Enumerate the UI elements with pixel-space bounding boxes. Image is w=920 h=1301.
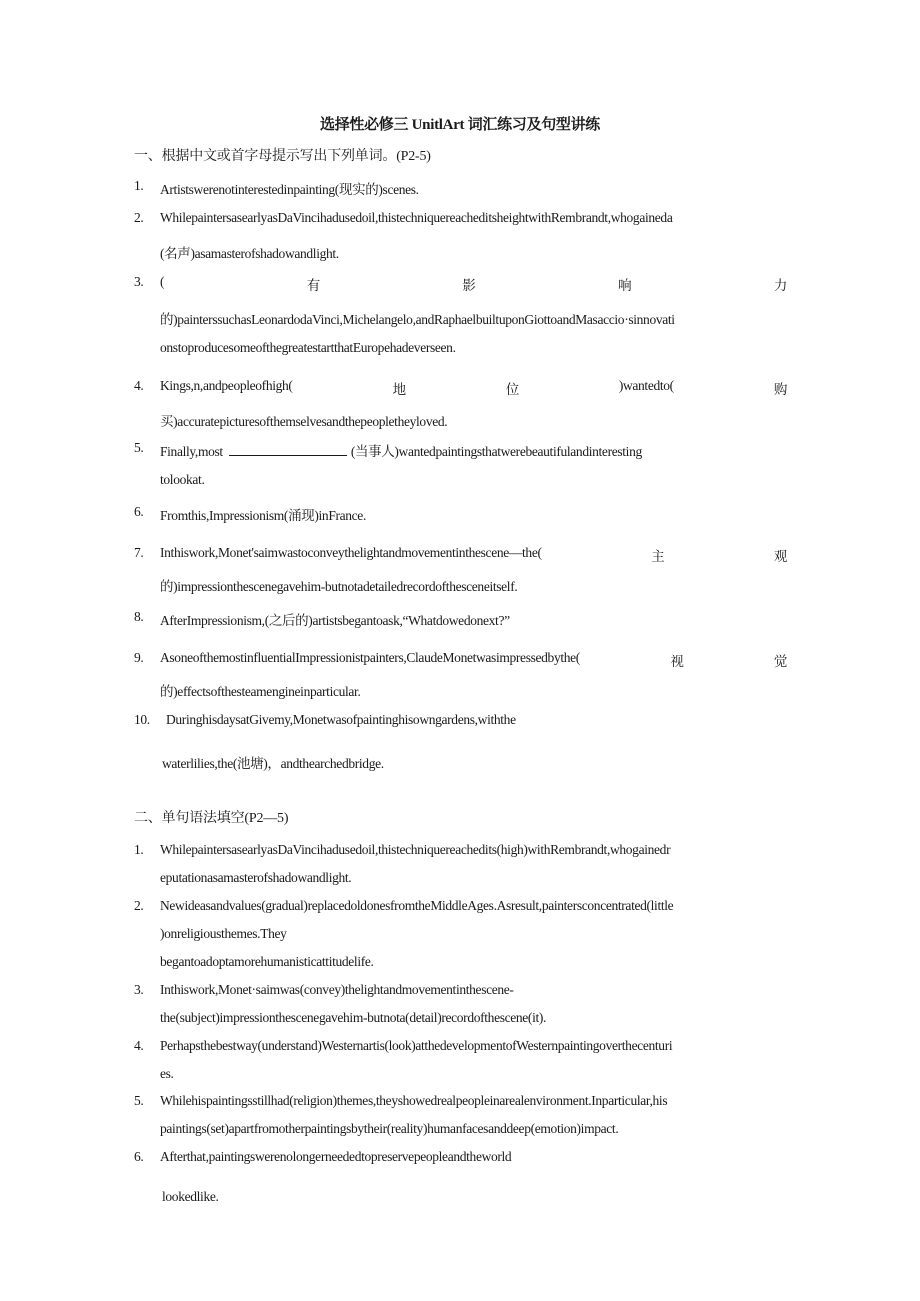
item-number: 4. bbox=[134, 378, 144, 393]
item-number: 2. bbox=[134, 898, 144, 913]
item-number: 3. bbox=[134, 274, 144, 289]
item-number: 8. bbox=[134, 609, 144, 624]
item-text: AfterImpressionism,(之后的)artistsbegantoask,“Whatdowedonext?” bbox=[160, 613, 510, 628]
word: Kings,n,andpeopleofhigh( bbox=[160, 378, 293, 393]
item-text: Perhapsthebestway(understand)Westernartis(look)atthedevelopmentofWesternpaintingoverthecenturi bbox=[160, 1038, 673, 1053]
item-text-justified bbox=[160, 650, 787, 670]
item-text-part: (当事人)wantedpaintingsthatwerebeautifulandinteresting bbox=[350, 444, 642, 459]
item-number: 5. bbox=[134, 1093, 144, 1108]
item-text: DuringhisdaysatGivemy,Monetwasofpaintinghisowngardens,withthe bbox=[166, 712, 516, 727]
page-title: 选择性必修三 UnitlArt 词汇练习及句型讲练 bbox=[320, 117, 600, 133]
item-text-justified bbox=[160, 545, 787, 565]
word: 觉 bbox=[773, 654, 787, 669]
word: 视 bbox=[670, 654, 684, 669]
item-text-cont: waterlilies,the(池塘)，andthearchedbridge. bbox=[162, 756, 384, 771]
item-number: 1. bbox=[134, 842, 144, 857]
item-number: 9. bbox=[134, 650, 144, 665]
item-text: Whilehispaintingsstillhad(religion)themes,theyshowedrealpeopleinarealenvironment.Inparticular,his bbox=[160, 1093, 668, 1108]
item-text-justified bbox=[160, 378, 787, 398]
word: 位 bbox=[505, 382, 519, 397]
word: 主 bbox=[651, 549, 665, 564]
item-text-justified bbox=[160, 274, 787, 294]
item-number: 7. bbox=[134, 545, 144, 560]
item-number: 2. bbox=[134, 210, 144, 225]
item-text: Artistswerenotinterestedinpainting(现实的)scenes. bbox=[160, 182, 419, 197]
item-text: WhilepaintersasearlyasDaVincihadusedoil,thistechniquereachedits(high)withRembrandt,whogainedr bbox=[160, 842, 671, 857]
item-number: 5. bbox=[134, 440, 144, 455]
item-number: 6. bbox=[134, 1149, 144, 1164]
item-number: 1. bbox=[134, 178, 144, 193]
item-text-cont: onstoproducesomeofthegreatestartthatEuropehadeverseen. bbox=[160, 340, 456, 355]
item-text-cont: tolookat. bbox=[160, 472, 205, 487]
item-text-cont: the(subject)impressionthescenegavehim-butnota(detail)recordofthescene(it). bbox=[160, 1010, 547, 1025]
item-text-cont: (名声)asamasterofshadowandlight. bbox=[160, 246, 339, 261]
item-number: 10. bbox=[134, 712, 150, 727]
word: 力 bbox=[773, 278, 787, 293]
item-text: WhilepaintersasearlyasDaVincihadusedoil,thistechniquereacheditsheightwithRembrandt,whogaineda bbox=[160, 210, 673, 225]
item-text-part: Finally,most bbox=[160, 444, 223, 459]
answer-blank[interactable] bbox=[229, 443, 347, 456]
item-text-cont: begantoadoptamorehumanisticattitudelife. bbox=[160, 954, 374, 969]
word: 观 bbox=[773, 549, 787, 564]
item-number: 4. bbox=[134, 1038, 144, 1053]
word: ( bbox=[160, 274, 165, 289]
item-text: Newideasandvalues(gradual)replacedoldonesfromtheMiddleAges.Asresult,paintersconcentrated(little bbox=[160, 898, 674, 913]
word: 影 bbox=[462, 278, 476, 293]
word: 购 bbox=[773, 382, 787, 397]
item-text: Afterthat,paintingswerenolongerneededtopreservepeopleandtheworld bbox=[160, 1149, 512, 1164]
item-text-cont: eputationasamasterofshadowandlight. bbox=[160, 870, 352, 885]
word: 有 bbox=[306, 278, 320, 293]
word: )wantedto( bbox=[618, 378, 674, 393]
item-text-cont: es. bbox=[160, 1066, 174, 1081]
item-text-cont: 的)impressionthescenegavehim-butnotadetailedrecordofthesceneitself. bbox=[160, 579, 518, 594]
word: Inthiswork,Monet'saimwastoconveythelightandmovementinthescene—the( bbox=[160, 545, 542, 560]
word: 响 bbox=[618, 278, 632, 293]
item-text-cont: 的)effectsofthesteamengineinparticular. bbox=[160, 684, 361, 699]
item-text: Fromthis,Impressionism(涌现)inFrance. bbox=[160, 508, 366, 523]
item-text-cont: paintings(set)apartfromotherpaintingsbytheir(reality)humanfacesanddeep(emotion)impact. bbox=[160, 1121, 619, 1136]
item-text bbox=[160, 440, 642, 460]
word: AsoneofthemostinfluentialImpressionistpainters,ClaudeMonetwasimpressedbythe( bbox=[160, 650, 580, 665]
item-text-cont: )onreligiousthemes.They bbox=[160, 926, 287, 941]
item-text-cont: 买)accuratepicturesofthemselvesandthepeopletheyloved. bbox=[160, 414, 448, 429]
section-2-heading: 二、单句语法填空(P2—5) bbox=[134, 811, 289, 826]
item-number: 6. bbox=[134, 504, 144, 519]
item-text: Inthiswork,Monet·saimwas(convey)thelightandmovementinthescene- bbox=[160, 982, 514, 997]
word: 地 bbox=[392, 382, 406, 397]
section-1-heading: 一、根据中文或首字母提示写出下列单词。(P2-5) bbox=[134, 149, 431, 164]
item-number: 3. bbox=[134, 982, 144, 997]
item-text-cont: lookedlike. bbox=[162, 1189, 219, 1204]
item-text-cont: 的)painterssuchasLeonardodaVinci,Michelangelo,andRaphaelbuiltuponGiottoandMasaccio·sinnovati bbox=[160, 312, 675, 327]
